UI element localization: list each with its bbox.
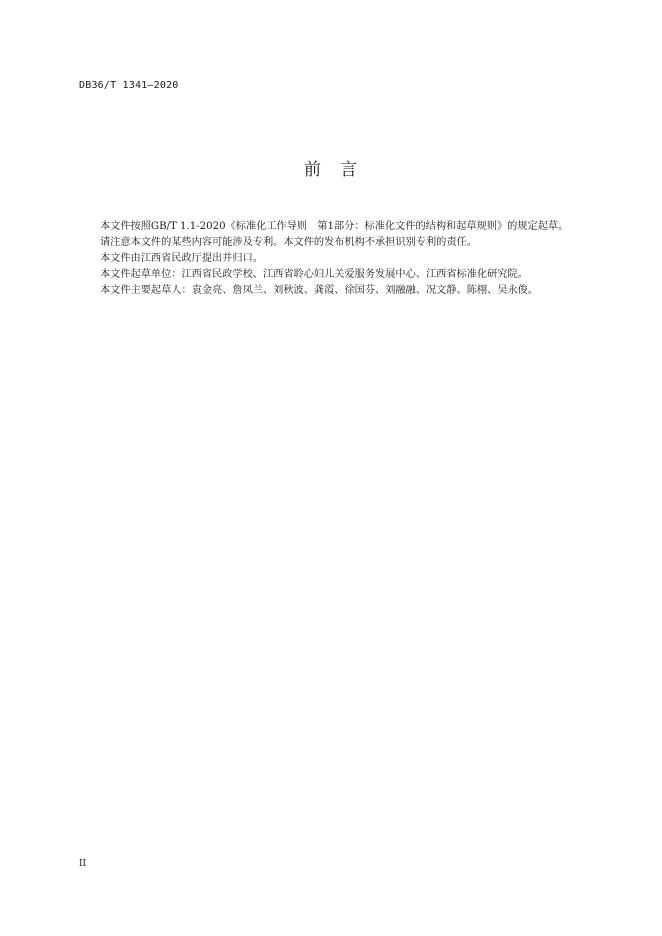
- paragraph-drafters: 本文件主要起草人：袁金亮、詹凤兰、刘秋波、龚霞、徐国芬、刘融融、况文静、陈栩、吴永俊。: [100, 285, 539, 296]
- document-code: DB36/T 1341—2020: [79, 80, 179, 91]
- page-number: II: [79, 859, 87, 869]
- foreword-body: [79, 219, 604, 299]
- paragraph-standard-basis: 本文件按照GB/T 1.1-2020《标准化工作导则 第1部分：标准化文件的结构和起草规则》的规定起草。: [100, 221, 569, 232]
- page-title: 前 言: [304, 160, 358, 180]
- paragraph-drafting-units: 本文件起草单位：江西省民政学校、江西省聆心妇儿关爱服务发展中心、江西省标准化研究院。: [100, 269, 528, 280]
- paragraph-patent-notice: 请注意本文件的某些内容可能涉及专利。本文件的发布机构不承担识别专利的责任。: [100, 237, 477, 248]
- paragraph-proposer: 本文件由江西省民政厅提出并归口。: [100, 253, 263, 264]
